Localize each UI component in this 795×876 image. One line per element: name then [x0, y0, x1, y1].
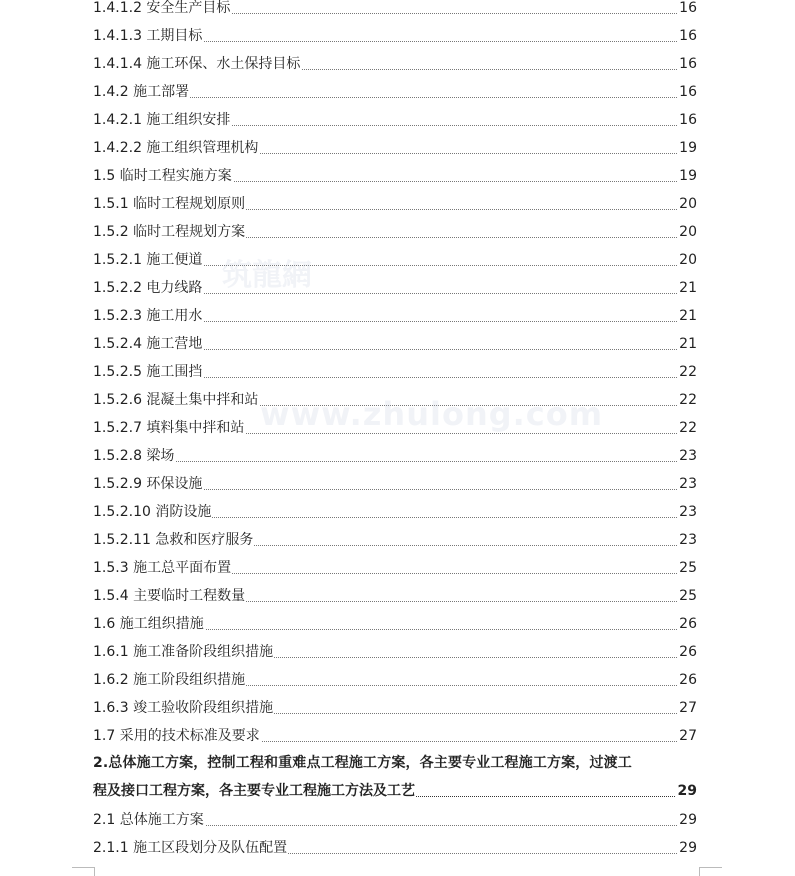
toc-entry[interactable]: [93, 273, 697, 301]
toc-page-number: 19: [679, 168, 697, 184]
toc-entry[interactable]: [93, 413, 697, 441]
toc-entry-title: 1.5.2.5 施工围挡: [93, 364, 203, 380]
toc-entry[interactable]: [93, 693, 697, 721]
toc-page-number: 16: [679, 112, 697, 128]
toc-entry[interactable]: [93, 805, 697, 833]
toc-entry[interactable]: [93, 357, 697, 385]
toc-entry-title: 1.5.2.3 施工用水: [93, 308, 203, 324]
toc-page-number: 26: [679, 672, 697, 688]
toc-entry[interactable]: [93, 21, 697, 49]
toc-entry[interactable]: [93, 525, 697, 553]
toc-entry[interactable]: [93, 245, 697, 273]
toc-entry-title: 1.4.1.3 工期目标: [93, 28, 203, 44]
toc-entry[interactable]: [93, 161, 697, 189]
toc-entry-title: 1.5 临时工程实施方案: [93, 168, 232, 184]
toc-entry-title: 1.7 采用的技术标准及要求: [93, 728, 260, 744]
toc-entry-title: 1.5.2.2 电力线路: [93, 280, 203, 296]
toc-entry[interactable]: [93, 721, 697, 749]
toc-page-number: 16: [679, 84, 697, 100]
toc-page-number: 20: [679, 252, 697, 268]
toc-entry[interactable]: [93, 329, 697, 357]
table-of-contents: [93, 0, 697, 861]
toc-entry-title: 1.5.2.6 混凝土集中拌和站: [93, 392, 259, 408]
toc-page-number: 20: [679, 196, 697, 212]
chapter-page-number: 29: [676, 777, 697, 805]
toc-entry-title: 1.5.2.9 环保设施: [93, 476, 203, 492]
watermark-url: www.zhulong.com: [260, 395, 604, 433]
toc-page-number: 23: [679, 476, 697, 492]
toc-page-number: 16: [679, 28, 697, 44]
toc-entry-title: 1.5.2 临时工程规划方案: [93, 224, 246, 240]
toc-page-number: 16: [679, 56, 697, 72]
toc-entry-title: 1.5.2.8 梁场: [93, 448, 175, 464]
toc-entry[interactable]: [93, 665, 697, 693]
toc-entry[interactable]: [93, 217, 697, 245]
toc-page-number: 25: [679, 560, 697, 576]
toc-entry-title: 1.4.2.1 施工组织安排: [93, 112, 231, 128]
toc-tail-entries: [93, 805, 697, 861]
toc-entry[interactable]: [93, 441, 697, 469]
toc-entry[interactable]: [93, 833, 697, 861]
toc-entry[interactable]: [93, 637, 697, 665]
toc-entry-title: 1.5.3 施工总平面布置: [93, 560, 232, 576]
toc-entry[interactable]: [93, 77, 697, 105]
toc-entry-title: 1.5.2.11 急救和医疗服务: [93, 532, 254, 548]
watermark-logo: 筑龍網: [222, 258, 312, 293]
toc-entry[interactable]: [93, 609, 697, 637]
toc-entry[interactable]: [93, 133, 697, 161]
page-corner-mark-left: [72, 867, 95, 876]
toc-page-number: 21: [679, 336, 697, 352]
toc-entry-title: 1.6.2 施工阶段组织措施: [93, 672, 246, 688]
toc-entry-title: 1.5.2.1 施工便道: [93, 252, 203, 268]
toc-page-number: 29: [679, 840, 697, 856]
toc-entry[interactable]: [93, 301, 697, 329]
toc-page-number: 26: [679, 644, 697, 660]
toc-page-number: 29: [679, 812, 697, 828]
toc-entry-title: 2.1.1 施工区段划分及队伍配置: [93, 840, 288, 856]
toc-entry-title: 1.4.1.4 施工环保、水土保持目标: [93, 56, 301, 72]
toc-entry[interactable]: [93, 189, 697, 217]
toc-entry-title: 1.6.1 施工准备阶段组织措施: [93, 644, 274, 660]
toc-entry-title: 1.5.2.7 填料集中拌和站: [93, 420, 245, 436]
toc-entry-title: 1.5.2.10 消防设施: [93, 504, 212, 520]
toc-page-number: 25: [679, 588, 697, 604]
toc-page-number: 23: [679, 448, 697, 464]
toc-entry[interactable]: [93, 581, 697, 609]
page-corner-mark-right: [699, 867, 722, 876]
toc-page-number: 27: [679, 700, 697, 716]
toc-entry[interactable]: [93, 385, 697, 413]
toc-chapter-2[interactable]: [93, 749, 697, 805]
toc-entry[interactable]: [93, 105, 697, 133]
toc-entry[interactable]: [93, 497, 697, 525]
toc-entry-title: 1.5.2.4 施工营地: [93, 336, 203, 352]
toc-entry-title: 2.1 总体施工方案: [93, 812, 204, 828]
toc-page-number: 19: [679, 140, 697, 156]
toc-page-number: 22: [679, 364, 697, 380]
toc-entry[interactable]: [93, 0, 697, 21]
toc-page-number: 26: [679, 616, 697, 632]
toc-entry-title: 1.4.2.2 施工组织管理机构: [93, 140, 259, 156]
toc-page-number: 23: [679, 504, 697, 520]
toc-entry-title: 1.6.3 竣工验收阶段组织措施: [93, 700, 274, 716]
toc-page-number: 21: [679, 280, 697, 296]
toc-entry-title: 1.5.1 临时工程规划原则: [93, 196, 246, 212]
toc-entry[interactable]: [93, 553, 697, 581]
toc-entry[interactable]: [93, 49, 697, 77]
dot-leader: [93, 461, 697, 462]
toc-page-number: 20: [679, 224, 697, 240]
toc-page-number: 22: [679, 392, 697, 408]
toc-page-number: 22: [679, 420, 697, 436]
toc-entry-title: 1.4.1.2 安全生产目标: [93, 0, 231, 16]
toc-entries: [93, 0, 697, 749]
toc-page-number: 27: [679, 728, 697, 744]
chapter-title-line2: 程及接口工程方案，各主要专业工程施工方法及工艺: [93, 777, 416, 805]
chapter-title-line1: 2.总体施工方案，控制工程和重难点工程施工方案，各主要专业工程施工方案，过渡工: [93, 755, 632, 771]
toc-page-number: 16: [679, 0, 697, 16]
toc-entry-title: 1.5.4 主要临时工程数量: [93, 588, 246, 604]
toc-entry-title: 1.6 施工组织措施: [93, 616, 204, 632]
toc-page-number: 21: [679, 308, 697, 324]
toc-entry-title: 1.4.2 施工部署: [93, 84, 190, 100]
toc-entry[interactable]: [93, 469, 697, 497]
toc-page-number: 23: [679, 532, 697, 548]
